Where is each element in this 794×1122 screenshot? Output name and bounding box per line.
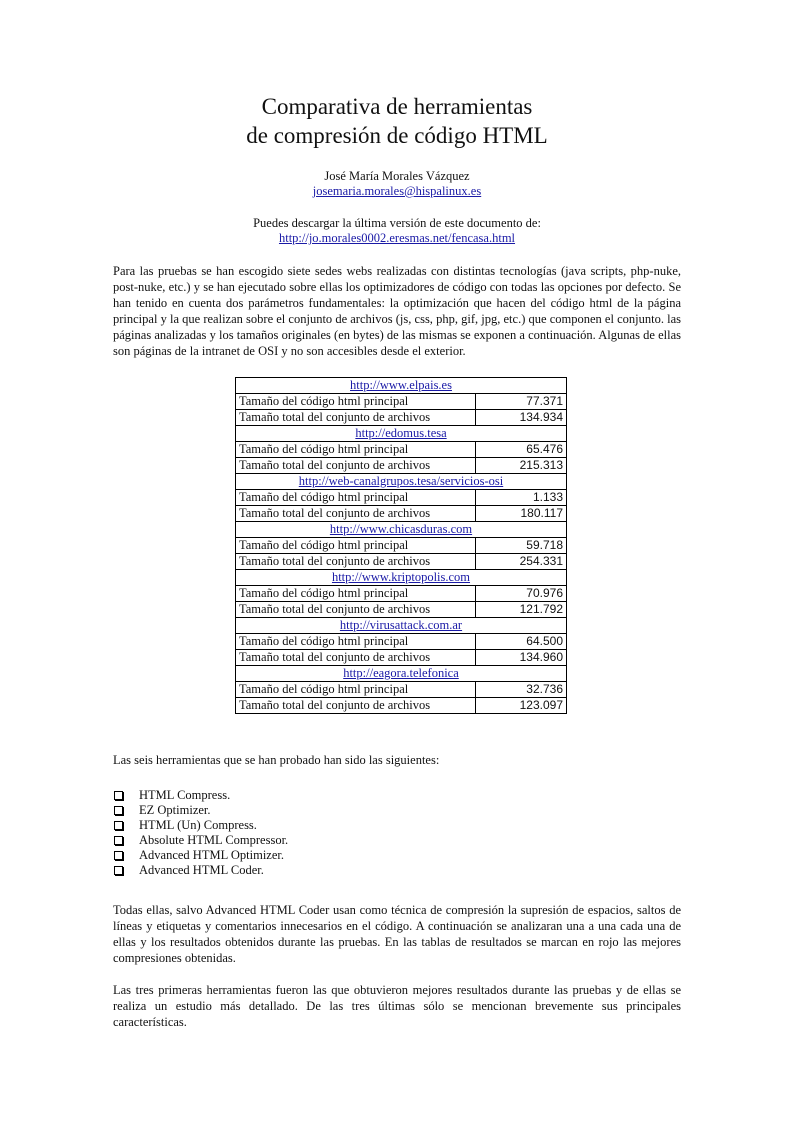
main-size-label: Tamaño del código html principal [236, 586, 476, 602]
tool-name: HTML Compress. [139, 788, 231, 802]
main-size-label: Tamaño del código html principal [236, 442, 476, 458]
total-size-label: Tamaño total del conjunto de archivos [236, 410, 476, 426]
site-url-link[interactable]: http://virusattack.com.ar [339, 618, 463, 632]
checkbox-bullet-icon [114, 866, 123, 875]
site-cell [236, 666, 567, 682]
total-size-row [236, 410, 567, 426]
site-header-row [236, 474, 567, 490]
download-url-link[interactable]: http://jo.morales0002.eresmas.net/fencasa.html [278, 231, 516, 245]
site-header-row [236, 426, 567, 442]
site-header-row [236, 618, 567, 634]
tools-intro: Las seis herramientas que se han probado han sido las siguientes: [113, 753, 440, 767]
checkbox-bullet-icon [114, 851, 123, 860]
total-size-value: 121.792 [476, 602, 567, 618]
site-cell [236, 618, 567, 634]
tool-list-item [113, 818, 681, 833]
main-size-row [236, 538, 567, 554]
site-cell [236, 522, 567, 538]
main-size-label: Tamaño del código html principal [236, 538, 476, 554]
tool-list-item [113, 803, 681, 818]
tool-name: HTML (Un) Compress. [139, 818, 257, 832]
tool-list-item [113, 863, 681, 878]
main-size-value: 70.976 [476, 586, 567, 602]
total-size-label: Tamaño total del conjunto de archivos [236, 554, 476, 570]
total-size-label: Tamaño total del conjunto de archivos [236, 650, 476, 666]
main-size-label: Tamaño del código html principal [236, 634, 476, 650]
main-size-row [236, 586, 567, 602]
total-size-label: Tamaño total del conjunto de archivos [236, 602, 476, 618]
document-page [113, 0, 681, 1030]
intro-paragraph: Para las pruebas se han escogido siete sedes webs realizadas con distintas tecnologías (java scripts, php-nuke, post-nuke, etc.) y se han ejecutado sobre ellas los optimizadores de código con todas las opciones por defecto. Se han tenido en cuenta dos parámetros fundamentales: la optimización que hacen del código html de la página principal y la que realizan sobre el conjunto de archivos (js, css, php, gif, jpg, etc.) que componen el conjunto. las páginas analizadas y los tamaños originales (en bytes) de las mismas se exponen a continuación. Algunas de ellas son páginas de la intranet de OSI y no son accesibles desde el exterior. [113, 264, 681, 358]
main-size-row [236, 490, 567, 506]
main-size-row [236, 442, 567, 458]
site-header-row [236, 666, 567, 682]
checkbox-bullet-icon [114, 791, 123, 800]
site-cell [236, 426, 567, 442]
main-size-value: 65.476 [476, 442, 567, 458]
site-header-row [236, 378, 567, 394]
site-url-link[interactable]: http://www.elpais.es [350, 378, 452, 392]
download-text: Puedes descargar la última versión de este documento de: [253, 216, 541, 230]
total-size-value: 123.097 [476, 698, 567, 714]
site-url-link[interactable]: http://www.kriptopolis.com [331, 570, 471, 584]
site-url-link[interactable]: http://eagora.telefonica [343, 666, 459, 680]
main-size-label: Tamaño del código html principal [236, 682, 476, 698]
title-line-1: Comparativa de herramientas [261, 94, 533, 119]
tool-list-item [113, 833, 681, 848]
site-cell [236, 378, 567, 394]
main-size-value: 59.718 [476, 538, 567, 554]
tool-name: Absolute HTML Compressor. [139, 833, 289, 847]
main-size-row [236, 634, 567, 650]
title-line-2: de compresión de código HTML [246, 123, 548, 148]
total-size-row [236, 698, 567, 714]
tool-name: Advanced HTML Coder. [139, 863, 264, 877]
total-size-label: Tamaño total del conjunto de archivos [236, 506, 476, 522]
main-size-row [236, 394, 567, 410]
document-title [113, 92, 681, 150]
checkbox-bullet-icon [114, 836, 123, 845]
download-block [113, 216, 681, 246]
site-header-row [236, 522, 567, 538]
author-block [113, 169, 681, 199]
checkbox-bullet-icon [114, 806, 123, 815]
tool-name: EZ Optimizer. [139, 803, 211, 817]
total-size-label: Tamaño total del conjunto de archivos [236, 698, 476, 714]
author-name: José María Morales Vázquez [324, 169, 470, 183]
site-url-link[interactable]: http://www.chicasduras.com [329, 522, 473, 536]
sites-table [235, 377, 567, 714]
main-size-value: 77.371 [476, 394, 567, 410]
total-size-row [236, 650, 567, 666]
site-cell [236, 570, 567, 586]
total-size-row [236, 554, 567, 570]
total-size-value: 180.117 [476, 506, 567, 522]
compression-paragraph: Todas ellas, salvo Advanced HTML Coder usan como técnica de compresión la supresión de espacios, saltos de líneas y etiquetas y comentarios innecesarios en el código. A continuación se analizaran una a una cada una de ellas y los resultados obtenidos durante las pruebas. En las tablas de resultados se marcan en rojo las mejores compresiones obtenidas. [113, 903, 681, 965]
main-size-row [236, 682, 567, 698]
main-size-value: 1.133 [476, 490, 567, 506]
main-size-label: Tamaño del código html principal [236, 490, 476, 506]
total-size-label: Tamaño total del conjunto de archivos [236, 458, 476, 474]
author-email-link[interactable]: josemaria.morales@hispalinux.es [312, 184, 482, 198]
tool-list-item [113, 788, 681, 803]
site-url-link[interactable]: http://web-canalgrupos.tesa/servicios-osi [298, 474, 504, 488]
study-paragraph: Las tres primeras herramientas fueron las que obtuvieron mejores resultados durante las pruebas y de ellas se realiza un estudio más detallado. De las tres últimas sólo se mencionan brevemente sus principales características. [113, 983, 681, 1029]
site-header-row [236, 570, 567, 586]
tools-list [113, 788, 681, 878]
total-size-row [236, 506, 567, 522]
tool-list-item [113, 848, 681, 863]
site-cell [236, 474, 567, 490]
main-size-value: 64.500 [476, 634, 567, 650]
main-size-value: 32.736 [476, 682, 567, 698]
total-size-value: 215.313 [476, 458, 567, 474]
total-size-value: 134.934 [476, 410, 567, 426]
total-size-row [236, 458, 567, 474]
total-size-value: 254.331 [476, 554, 567, 570]
total-size-value: 134.960 [476, 650, 567, 666]
checkbox-bullet-icon [114, 821, 123, 830]
site-url-link[interactable]: http://edomus.tesa [355, 426, 447, 440]
total-size-row [236, 602, 567, 618]
tool-name: Advanced HTML Optimizer. [139, 848, 284, 862]
main-size-label: Tamaño del código html principal [236, 394, 476, 410]
